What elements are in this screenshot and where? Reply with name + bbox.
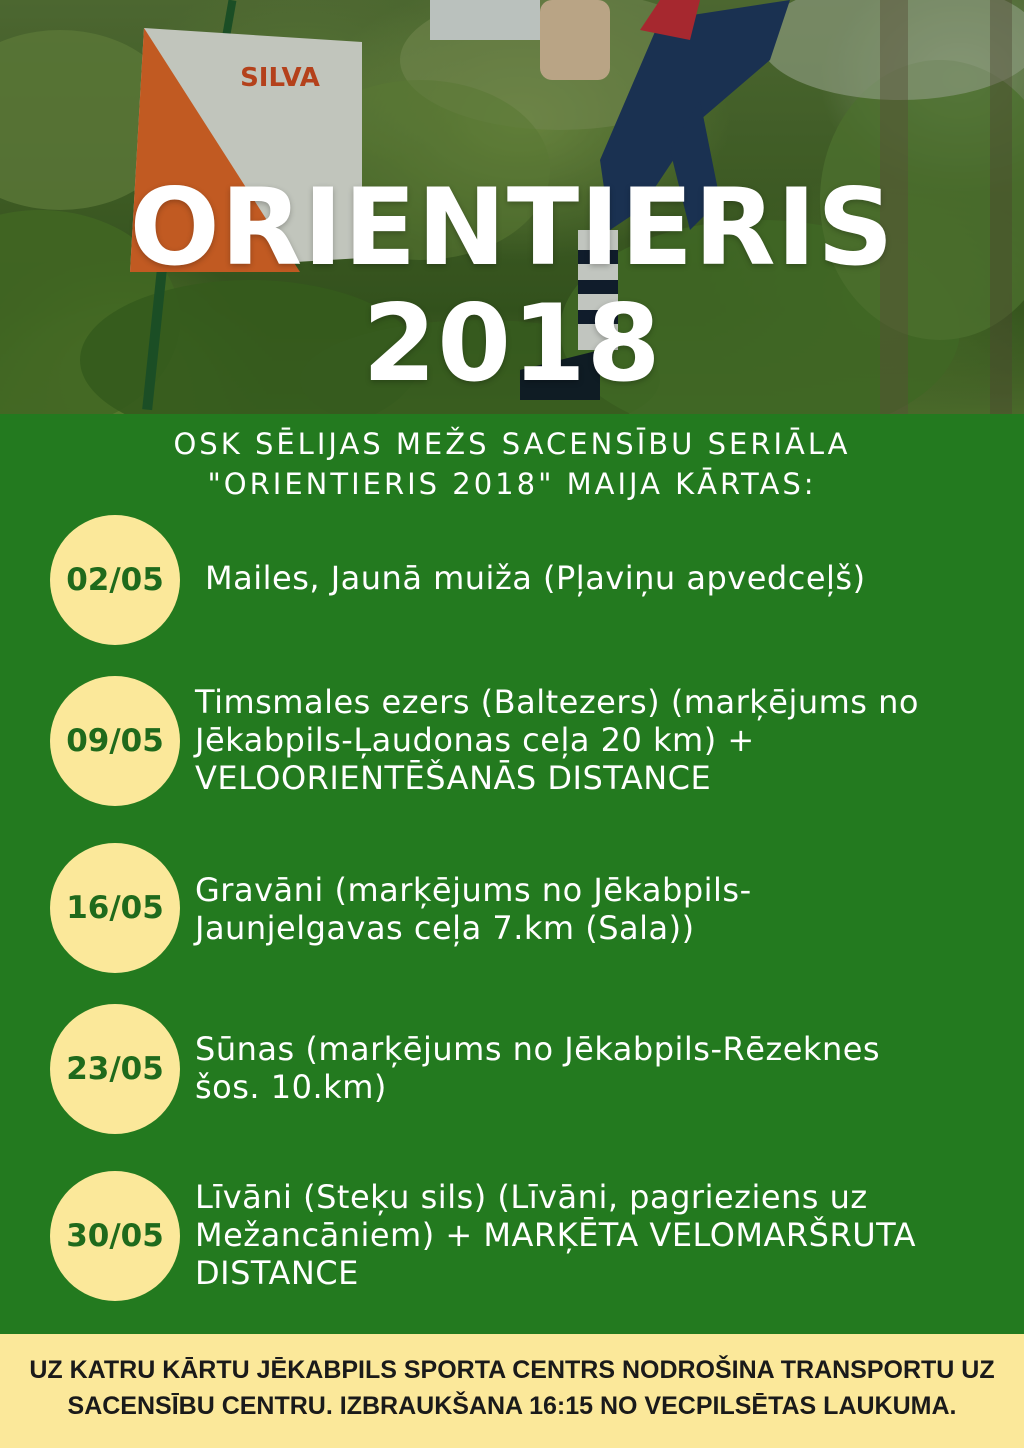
title-line-1: ORIENTIERIS bbox=[129, 166, 895, 289]
event-line: Mežancāniem) + MARĶĒTA VELOMARŠRUTA bbox=[195, 1216, 917, 1254]
event-description bbox=[195, 559, 985, 597]
event-line: šos. 10.km) bbox=[195, 1068, 387, 1106]
title-line-2: 2018 bbox=[362, 282, 662, 405]
event-description bbox=[195, 871, 985, 947]
subtitle-line-2: "ORIENTIERIS 2018" MAIJA KĀRTAS: bbox=[207, 467, 817, 501]
event-description bbox=[195, 683, 985, 797]
event-line: Timsmales ezers (Baltezers) (marķējums no bbox=[195, 683, 919, 721]
event-line: DISTANCE bbox=[195, 1254, 359, 1292]
date-badge: 16/05 bbox=[50, 843, 180, 973]
event-line: Gravāni (marķējums no Jēkabpils- bbox=[195, 871, 752, 909]
transport-notice bbox=[0, 1352, 1024, 1424]
footer-line-1: UZ KATRU KĀRTU JĒKABPILS SPORTA CENTRS NODROŠINA TRANSPORTU UZ bbox=[29, 1356, 995, 1384]
event-line: VELOORIENTĒŠANĀS DISTANCE bbox=[195, 759, 712, 797]
footer-line-2: SACENSĪBU CENTRU. IZBRAUKŠANA 16:15 NO VECPILSĒTAS LAUKUMA. bbox=[67, 1392, 957, 1420]
flag-brand: SILVA bbox=[240, 63, 320, 93]
event-description bbox=[195, 1030, 985, 1106]
event-line: Mailes, Jaunā muiža (Pļaviņu apvedceļš) bbox=[205, 559, 866, 597]
date-badge: 02/05 bbox=[50, 515, 180, 645]
date-badge: 23/05 bbox=[50, 1004, 180, 1134]
subtitle-line-1: OSK SĒLIJAS MEŽS SACENSĪBU SERIĀLA bbox=[173, 427, 851, 461]
date-badge: 09/05 bbox=[50, 676, 180, 806]
series-subtitle bbox=[0, 424, 1024, 504]
event-description bbox=[195, 1178, 985, 1292]
event-line: Līvāni (Steķu sils) (Līvāni, pagrieziens uz bbox=[195, 1178, 868, 1216]
event-line: Jaunjelgavas ceļa 7.km (Sala)) bbox=[195, 909, 695, 947]
event-line: Jēkabpils-Ļaudonas ceļa 20 km) + bbox=[195, 721, 755, 759]
page-title bbox=[0, 166, 1024, 405]
hero-photo bbox=[0, 0, 1024, 414]
event-line: Sūnas (marķējums no Jēkabpils-Rēzeknes bbox=[195, 1030, 881, 1068]
date-badge: 30/05 bbox=[50, 1171, 180, 1301]
